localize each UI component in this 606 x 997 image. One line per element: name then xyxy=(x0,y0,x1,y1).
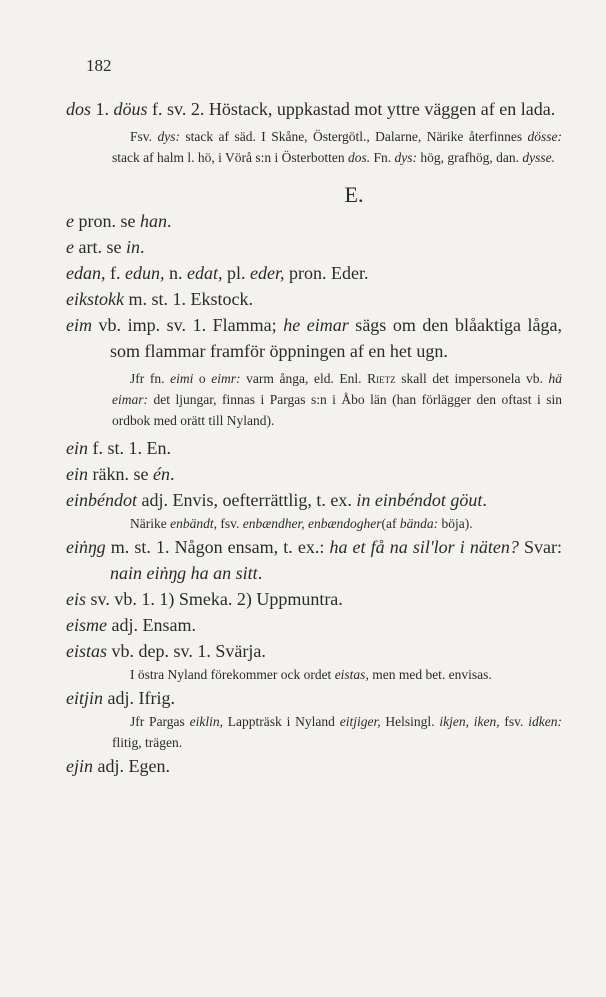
headword: dos xyxy=(66,99,92,119)
entry-einbendot: einbéndot adj. Envis, oefterrättlig, t. ex. in einbéndot göut. xyxy=(66,490,487,510)
headword: e xyxy=(66,211,74,231)
headword: e xyxy=(66,237,74,257)
headword: ein xyxy=(66,438,88,458)
entry-eis: eis sv. vb. 1. 1) Smeka. 2) Uppmuntra. xyxy=(66,589,343,609)
entry-dos: dos 1. döus f. sv. 2. Höstack, uppkastad mot yttre väggen af en lada. xyxy=(66,99,556,119)
headword: ein xyxy=(66,464,88,484)
headword: edan, xyxy=(66,263,106,283)
entry-eisme: eisme adj. Ensam. xyxy=(66,615,196,635)
entry-e-pron: e pron. se han. xyxy=(66,211,172,231)
entry-e-art: e art. se in. xyxy=(66,237,145,257)
entry-eining: eiṅŋg m. st. 1. Någon ensam, t. ex.: ha et få na sil'lor i näten? Svar: nain eiṅŋg ha an sitt. xyxy=(66,537,562,583)
headword: eiṅŋg xyxy=(66,537,106,557)
headword: eikstokk xyxy=(66,289,124,309)
entry-ein-rakn: ein räkn. se én. xyxy=(66,464,175,484)
headword: eistas xyxy=(66,641,108,661)
page-body xyxy=(66,96,562,779)
entry-ein-f: ein f. st. 1. En. xyxy=(66,438,171,458)
headword: eitjin xyxy=(66,688,103,708)
note-einbendot: Närike enbändt, fsv. enbændher, enbændogher(af bända: böja). xyxy=(130,516,473,531)
entry-eistas: eistas vb. dep. sv. 1. Svärja. xyxy=(66,641,266,661)
entry-eitjin: eitjin adj. Ifrig. xyxy=(66,688,175,708)
note-eim: Jfr fn. eimi o eimr: varm ånga, eld. Enl. Rietz skall det impersonela vb. hä eimar: det ljungar, finnas i Pargas s:n i Åbo län (han förlägger den oftast i sin ordbok med orätt till Nyland). xyxy=(112,371,563,428)
headword: eisme xyxy=(66,615,107,635)
headword: eis xyxy=(66,589,86,609)
entry-edan: edan, f. edun, n. edat, pl. eder, pron. Eder. xyxy=(66,263,369,283)
note-eitjin: Jfr Pargas eiklin, Lappträsk i Nyland eitjiger, Helsingl. ikjen, iken, fsv. idken: flitig, trägen. xyxy=(112,714,562,750)
note-dos: Fsv. dys: stack af säd. I Skåne, Östergötl., Dalarne, Närike återfinnes dösse: stack af halm l. hö, i Vörå s:n i Österbotten dos. Fn. dys: hög, grafhög, dan. dysse. xyxy=(112,129,562,165)
page-number: 182 xyxy=(86,56,112,75)
entry-eim: eim vb. imp. sv. 1. Flamma; he eimar sägs om den blåaktiga låga, som flammar framför öppningen af en het ugn. xyxy=(66,315,562,361)
section-letter: E. xyxy=(344,182,364,207)
note-eistas: I östra Nyland förekommer ock ordet eistas, men med bet. envisas. xyxy=(130,667,492,682)
headword: ejin xyxy=(66,756,93,776)
entry-ejin: ejin adj. Egen. xyxy=(66,756,170,776)
headword: einbéndot xyxy=(66,490,137,510)
headword: eim xyxy=(66,315,92,335)
entry-eikstokk: eikstokk m. st. 1. Ekstock. xyxy=(66,289,253,309)
